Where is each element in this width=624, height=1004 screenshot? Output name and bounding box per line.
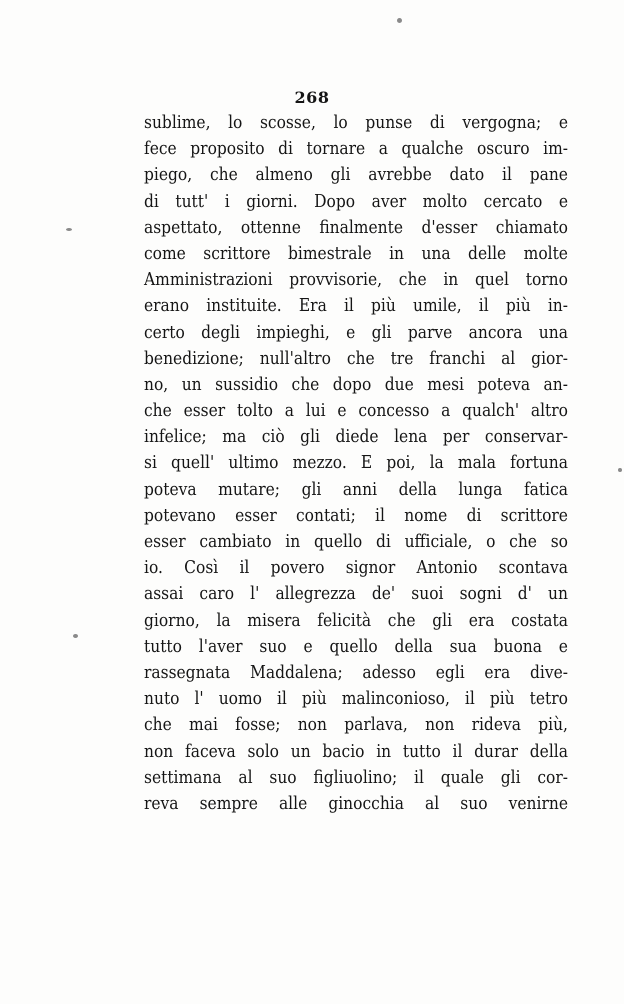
text-line: aspettato, ottenne finalmente d'esser chiamato xyxy=(144,216,568,238)
text-line: piego, che almeno gli avrebbe dato il pane xyxy=(144,164,568,186)
page-number: 268 xyxy=(294,88,330,107)
text-line: infelice; ma ciò gli diede lena per conservar- xyxy=(144,426,568,448)
text-line: giorno, la misera felicità che gli era costata xyxy=(144,609,568,631)
text-line: reva sempre alle ginocchia al suo venirne xyxy=(144,792,568,814)
body-text xyxy=(144,110,568,817)
scan-speck xyxy=(66,228,72,231)
text-line: fece proposito di tornare a qualche oscuro im- xyxy=(144,138,568,160)
text-line: settimana al suo figliuolino; il quale gli cor- xyxy=(144,766,568,788)
text-line: non faceva solo un bacio in tutto il durar della xyxy=(144,740,568,762)
text-line: esser cambiato in quello di ufficiale, o che so xyxy=(144,531,568,552)
text-line: rassegnata Maddalena; adesso egli era dive- xyxy=(144,661,568,683)
text-line: poteva mutare; gli anni della lunga fatica xyxy=(144,478,568,500)
scan-speck xyxy=(618,468,622,472)
scan-speck xyxy=(397,18,402,23)
text-line: benedizione; null'altro che tre franchi al gior- xyxy=(144,347,568,369)
text-line: si quell' ultimo mezzo. E poi, la mala fortuna xyxy=(144,452,568,474)
text-line: io. Così il povero signor Antonio scontava xyxy=(144,557,568,579)
text-line: nuto l' uomo il più malinconioso, il più tetro xyxy=(144,688,568,710)
text-line: certo degli impieghi, e gli parve ancora una xyxy=(144,321,568,343)
text-line: di tutt' i giorni. Dopo aver molto cercato e xyxy=(144,190,568,212)
text-line: erano instituite. Era il più umile, il più in- xyxy=(144,295,568,317)
text-line: che mai fosse; non parlava, non rideva più, xyxy=(144,714,568,736)
text-line: no, un sussidio che dopo due mesi poteva an- xyxy=(144,373,568,395)
text-line: sublime, lo scosse, lo punse di vergogna; e xyxy=(144,112,568,133)
text-line: Amministrazioni provvisorie, che in quel torno xyxy=(144,269,568,291)
text-line: come scrittore bimestrale in una delle molte xyxy=(144,242,568,264)
scan-speck xyxy=(73,634,78,638)
text-line: potevano esser contati; il nome di scrittore xyxy=(144,504,568,526)
text-line: assai caro l' allegrezza de' suoi sogni d' un xyxy=(144,583,568,605)
text-line: tutto l'aver suo e quello della sua buona e xyxy=(144,635,568,657)
text-line: che esser tolto a lui e concesso a qualch' altro xyxy=(144,400,568,422)
